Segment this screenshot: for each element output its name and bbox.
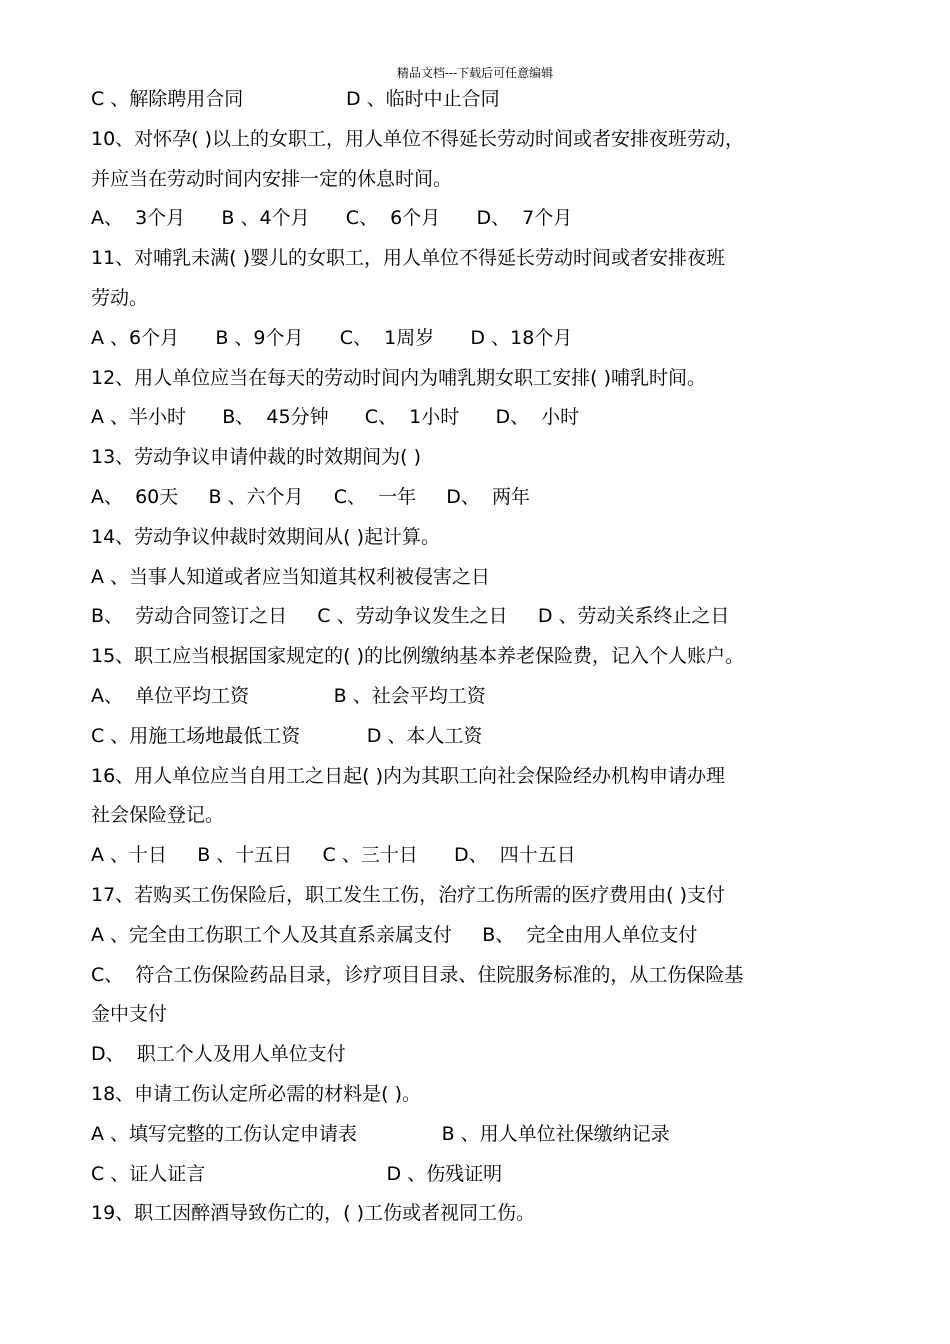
options-14-bcd: B、 劳动合同签订之日 C 、劳动争议发生之日 D 、劳动关系终止之日 bbox=[91, 605, 730, 628]
options-15-ab: A、 单位平均工资 B 、社会平均工资 bbox=[91, 684, 486, 707]
text-line: 劳动。 bbox=[91, 286, 149, 309]
page-header: 精品文档---下载后可任意编辑 bbox=[396, 66, 554, 80]
document-body bbox=[91, 80, 881, 1234]
options-17-ab: A 、完全由工伤职工个人及其直系亲属支付 B、 完全由用人单位支付 bbox=[91, 923, 698, 946]
question-14: 14、劳动争议仲裁时效期间从( )起计算。 bbox=[91, 525, 441, 548]
option-17-d: D、 职工个人及用人单位支付 bbox=[91, 1043, 346, 1066]
options-18-ab: A 、填写完整的工伤认定申请表 B 、用人单位社保缴纳记录 bbox=[91, 1122, 670, 1145]
question-17: 17、若购买工伤保险后，职工发生工伤，治疗工伤所需的医疗费用由( )支付 bbox=[91, 883, 726, 906]
question-10: 10、对怀孕( )以上的女职工，用人单位不得延长劳动时间或者安排夜班劳动， bbox=[91, 127, 745, 150]
options-15-cd: C 、用施工场地最低工资 D 、本人工资 bbox=[91, 724, 483, 747]
options-18-cd: C 、证人证言 D 、伤残证明 bbox=[91, 1162, 503, 1185]
question-12: 12、用人单位应当在每天的劳动时间内为哺乳期女职工安排( )哺乳时间。 bbox=[91, 366, 707, 389]
question-18: 18、申请工伤认定所必需的材料是( )。 bbox=[91, 1082, 422, 1105]
options-12: A 、半小时 B、 45分钟 C、 1小时 D、 小时 bbox=[91, 406, 580, 429]
text-line: 并应当在劳动时间内安排一定的休息时间。 bbox=[91, 167, 453, 190]
text-line: 金中支付 bbox=[91, 1003, 168, 1026]
question-19: 19、职工因醉酒导致伤亡的，( )工伤或者视同工伤。 bbox=[91, 1202, 536, 1225]
options-16: A 、十日 B 、十五日 C 、三十日 D、 四十五日 bbox=[91, 844, 576, 867]
text-line: C 、解除聘用合同 D 、临时中止合同 bbox=[91, 88, 500, 110]
options-13: A、 60天 B 、六个月 C、 一年 D、 两年 bbox=[91, 485, 530, 508]
question-11: 11、对哺乳未满( )婴儿的女职工，用人单位不得延长劳动时间或者安排夜班 bbox=[91, 247, 726, 270]
option-14-a: A 、当事人知道或者应当知道其权利被侵害之日 bbox=[91, 565, 491, 588]
question-15: 15、职工应当根据国家规定的( )的比例缴纳基本养老保险费，记入个人账户。 bbox=[91, 645, 745, 668]
options-11: A 、6个月 B 、9个月 C、 1周岁 D 、18个月 bbox=[91, 326, 573, 349]
text-line: 社会保险登记。 bbox=[91, 804, 225, 827]
option-17-c: C、 符合工伤保险药品目录，诊疗项目目录、住院服务标准的，从工伤保险基 bbox=[91, 963, 744, 986]
question-16: 16、用人单位应当自用工之日起( )内为其职工向社会保险经办机构申请办理 bbox=[91, 764, 726, 787]
options-10: A、 3个月 B 、4个月 C、 6个月 D、 7个月 bbox=[91, 207, 573, 230]
question-13: 13、劳动争议申请仲裁的时效期间为( ) bbox=[91, 446, 422, 469]
